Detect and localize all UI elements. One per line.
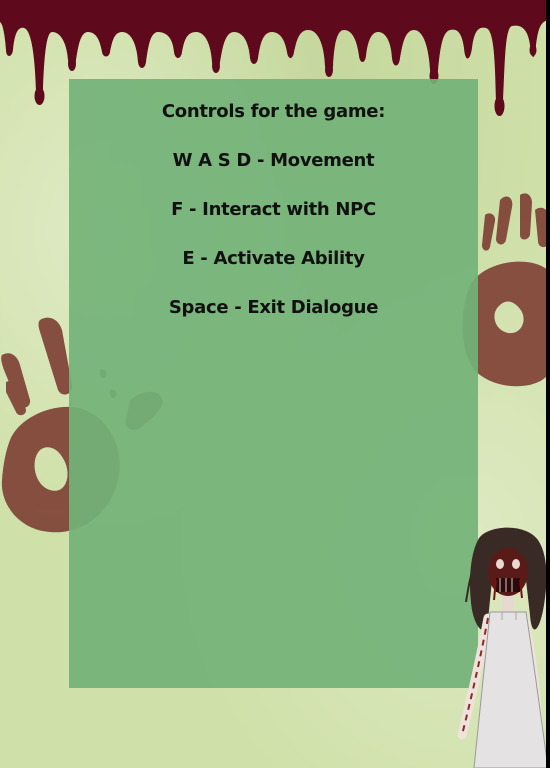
right-edge-strip <box>546 0 548 768</box>
controls-title: Controls for the game: <box>161 101 386 122</box>
control-ability: E - Activate Ability <box>182 248 365 269</box>
ghost-girl-figure <box>440 520 548 768</box>
controls-list <box>69 97 478 342</box>
controls-panel <box>69 79 478 688</box>
control-interact: F - Interact with NPC <box>171 199 376 220</box>
control-movement: W A S D - Movement <box>172 150 375 171</box>
control-exit-dialogue: Space - Exit Dialogue <box>168 297 379 318</box>
